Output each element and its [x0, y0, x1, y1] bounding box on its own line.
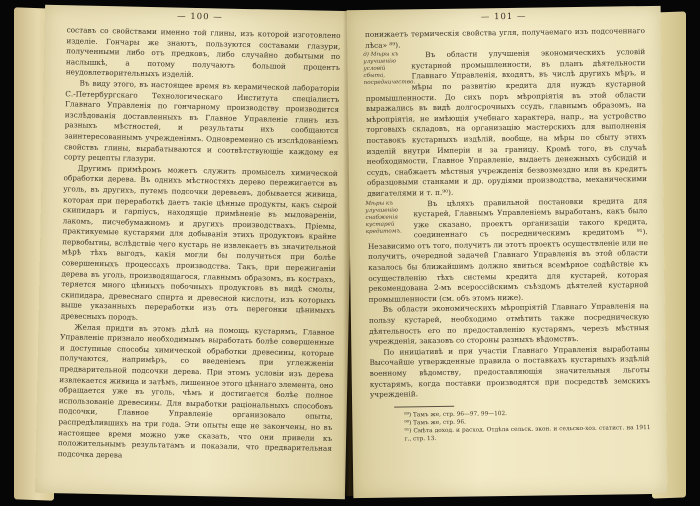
paragraph: Желая придти въ этомъ дѣлѣ на помощь кустарямъ, Главное Управленіе признало необходимымъ выработать болѣе совершенные и доступные способы химической обработки древесины, которые получаются, напримѣръ, со введеніемъ при углежженіи предварительной подсочки дерева. При этомъ условіи изъ дерева извлекается живица и затѣмъ, лишенное этого цѣннаго элемента, оно обращается уже въ уголь, чѣмъ и достигается болѣе полное использованіе древесины. Для выработки раціональныхъ способовъ подсочки, Главное Управленіе организовало опыты, распредѣлившихъ на три года. Эти опыты еще не закончены, но въ настоящее время можно уже сказать, что они привели къ положительнымъ результатамъ и показали, что предварительная подсочка дерева [57, 322, 335, 460]
paragraph: Въ области улучшенія экономическихъ условій кустарной промышленности, въ планъ дѣятельности Главнаго Управленія, входятъ, въ числѣ другихъ мѣръ, и мѣры по развитію кредита для нуждъ кустарной промышленности. До сихъ поръ мѣропріятія въ этой области выражались въ видѣ долгосрочныхъ ссудъ, главнымъ образомъ, на мѣропріятія, не имѣющія учебнаго характера, напр., на устройство торговыхъ складовъ, на организацію мастерскихъ для выполненія поставокъ кустарныхъ издѣлій, вообще, на мѣры по сбыту этихъ изделій внутри Имперіи и за границу. Кромѣ того, въ случаѣ необходимости, Главное Управленіе, выдаетъ денежныхъ субсидій и ссудъ, снабжаетъ мѣстныя учрежденія безвозмездно или въ кредитъ образцовыми станками и др. орудіями производства, механическими двигателями и т. п.⁹⁰). [365, 47, 648, 198]
page-number-right: — 101 — [480, 11, 527, 23]
margin-note: Мѣры къ улучшенію снабженія кустарей кредитомъ. [365, 200, 402, 235]
paragraph: понижаетъ термическія свойства угля, получаемаго изъ подсоченнаго лѣса» ⁸⁹). [364, 26, 645, 50]
paragraph: Въ виду этого, въ настоящее время въ керамической лабораторіи С.-Петербургскаго Технологическаго Института спеціалистъ Главнаго Управленія по гончарному производству производится изслѣдованія доставленныхъ въ Главное Управленіе глинъ изъ разныхъ мѣстностей, и результаты ихъ сообщаются заинтересованнымъ учрежденіямъ. Одновременно съ изслѣдованіемъ свойствъ глины, вырабатываются и соотвѣтствующіе каждому ея сорту рецепты глазури. [63, 78, 340, 164]
footnote: ⁹¹) Смѣта доход. и расход. Отдѣла сельск. экон. и сельско-хоз. статист. на 1911 г., стр. 13. [404, 424, 651, 443]
footnote: ⁹⁰) Тамъ же, стр. 96. [404, 419, 467, 427]
footnote-separator [394, 406, 454, 408]
paragraph: Въ цѣляхъ правильной постановки кредита для кустарей, Главнымъ Управленіемъ выработанъ, какъ было уже сказано, проектъ организаціи такого кредита, соединеннаго съ посредническимъ кредитомъ ⁹¹). Независимо отъ того, получитъ ли этотъ проектъ осуществленіе или не получитъ, очередной задачей Главнаго Управленія въ этой области казалось бы ближайшимъ должно явиться всемѣрное содѣйствіе къ осуществленію тѣхъ системы кредита для кустарей, которая рекомендована 2-мъ всероссійскимъ съѣздомъ дѣятелей кустарной промышленности (см. объ этомъ ниже). [367, 195, 649, 304]
page-number-left: — 100 — [176, 11, 223, 23]
left-page [35, 5, 355, 499]
footnote: ⁸⁹) Тамъ же, стр. 96—97, 99—102. [404, 410, 508, 419]
right-page-text [347, 26, 667, 444]
paragraph: Другимъ примѣромъ можетъ служить промыселъ химической обработки дерева. Въ однихъ мѣстностяхъ дерево пережигается въ уголь, въ другихъ, путемъ подсочки деревьевъ, добывается живица, которая при переработкѣ даетъ такіе цѣнные продукты, какъ сырой скипидаръ и гарпіусъ, находящіе примѣненіе въ мыловареніи, лакомъ, писчебумажномъ и другихъ производствахъ. Пріемы, практикуемые кустарями для добыванія этихъ продуктовъ крайне первобытны, вслѣдствіе чего кустарь не извлекаетъ въ значительной мѣрѣ тѣхъ выгодъ, какія могли бы получиться при болѣе совершенныхъ процессахъ производства. Такъ, при пережиганіи дерева въ уголь, производящагося, главнымъ образомъ, въ кострахъ, теряется много цѣнныхъ побочныхъ продуктовъ въ видѣ смолы, скипидара, древеснаго спирта и древесной кислоты, изъ которыхъ выше указанныхъ переработки изъ отъ перегонки цѣнимыхъ древесныхъ породъ. [60, 163, 338, 322]
right-page [347, 6, 668, 498]
paragraph: По иниціативѣ и при участіи Главнаго Управленія выработаны Высочайше утвержденные правила о поставкахъ кустарныхъ издѣлій военному вѣдомству, предоставляющія значительныя льготы кустарямъ, когда поставки производятся при посредствѣ земскихъ учрежденій. [369, 343, 650, 400]
margin-note: д) Мѣры къ улучшенію условій сбыта, посредничество. [363, 51, 416, 87]
paragraph: Въ области экономическихъ мѣропріятій Главнаго Управленія на пользу кустарей, необходимо отмѣтить также посредническую дѣятельность его по предоставленію кустарямъ, черезъ мѣстныя учрежденія, заказовъ со стороны разныхъ вѣдомствъ. [368, 301, 650, 347]
left-page-text [36, 25, 355, 466]
paragraph: составъ со свойствами именно той глины, изъ которой изготовлено изделіе. Гончары же знаютъ, пользуются составами глазури, полученными либо отъ предковъ, либо случайно добытыми по наслышкѣ, а потому получаютъ большой процентъ неудовлетворительныхъ изделій. [65, 25, 341, 80]
